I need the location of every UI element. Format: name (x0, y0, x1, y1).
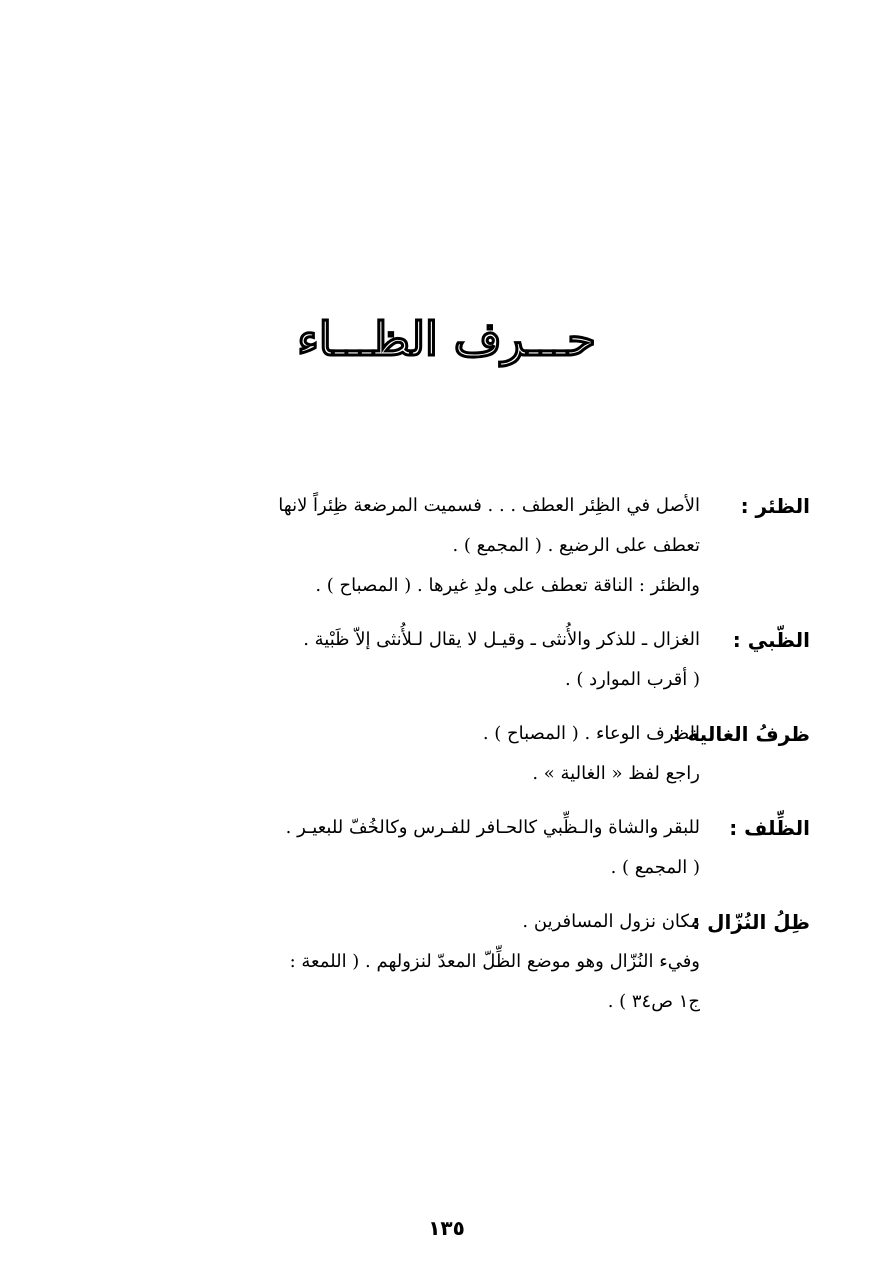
page-number: ١٣٥ (428, 1216, 465, 1240)
definition-line: تعطف على الرضيع . ( المجمع ) . (452, 535, 700, 556)
definition-line: للبقر والشاة والـظِّبي كالحـافر للفـرس وكالخُفّ للبعيـر . (285, 817, 700, 838)
definition-line: ( المجمع ) . (610, 857, 700, 878)
definition-line: الغزال ـ للذكر والأُنثى ـ وقيـل لا يقال لـلأُنثى إلاّ ظَبْية . (303, 629, 700, 650)
entry-definition (80, 808, 700, 888)
entry-definition (80, 714, 700, 794)
definition-line: راجع لفظ « الغالية » . (532, 763, 700, 784)
entry-definition (80, 620, 700, 700)
glossary-entries (80, 486, 810, 1036)
entry-term: الظئر : (740, 494, 810, 518)
entry-definition (80, 902, 700, 1022)
definition-line: مكان نزول المسافرين . (522, 911, 700, 932)
glossary-entry (80, 714, 810, 794)
chapter-title: حـــرف الظـــاء (297, 312, 596, 366)
entry-term: ظرفُ الغالية : (672, 722, 810, 746)
definition-line: الظرف الوعاء . ( المصباح ) . (482, 723, 700, 744)
entry-term: الظِّلف : (729, 816, 810, 840)
definition-line: ( أقرب الموارد ) . (564, 669, 700, 690)
glossary-entry (80, 486, 810, 606)
definition-line: الأصل في الظِئر العطف . . . فسميت المرضعة ظِئراً لانها (278, 495, 700, 516)
definition-line: وفيء النُزّال وهو موضع الظِّلّ المعدّ لنزولهم . ( اللمعة : (289, 951, 700, 972)
entry-term: ظِلُ النُزّال : (692, 910, 810, 934)
glossary-entry (80, 902, 810, 1022)
glossary-entry (80, 808, 810, 888)
entry-term: الظّبي : (732, 628, 810, 652)
entry-definition (80, 486, 700, 606)
definition-line: ج١ ص٣٤ ) . (607, 991, 700, 1012)
definition-line: والظئر : الناقة تعطف على ولدِ غيرها . ( المصباح ) . (315, 575, 700, 596)
glossary-entry (80, 620, 810, 700)
